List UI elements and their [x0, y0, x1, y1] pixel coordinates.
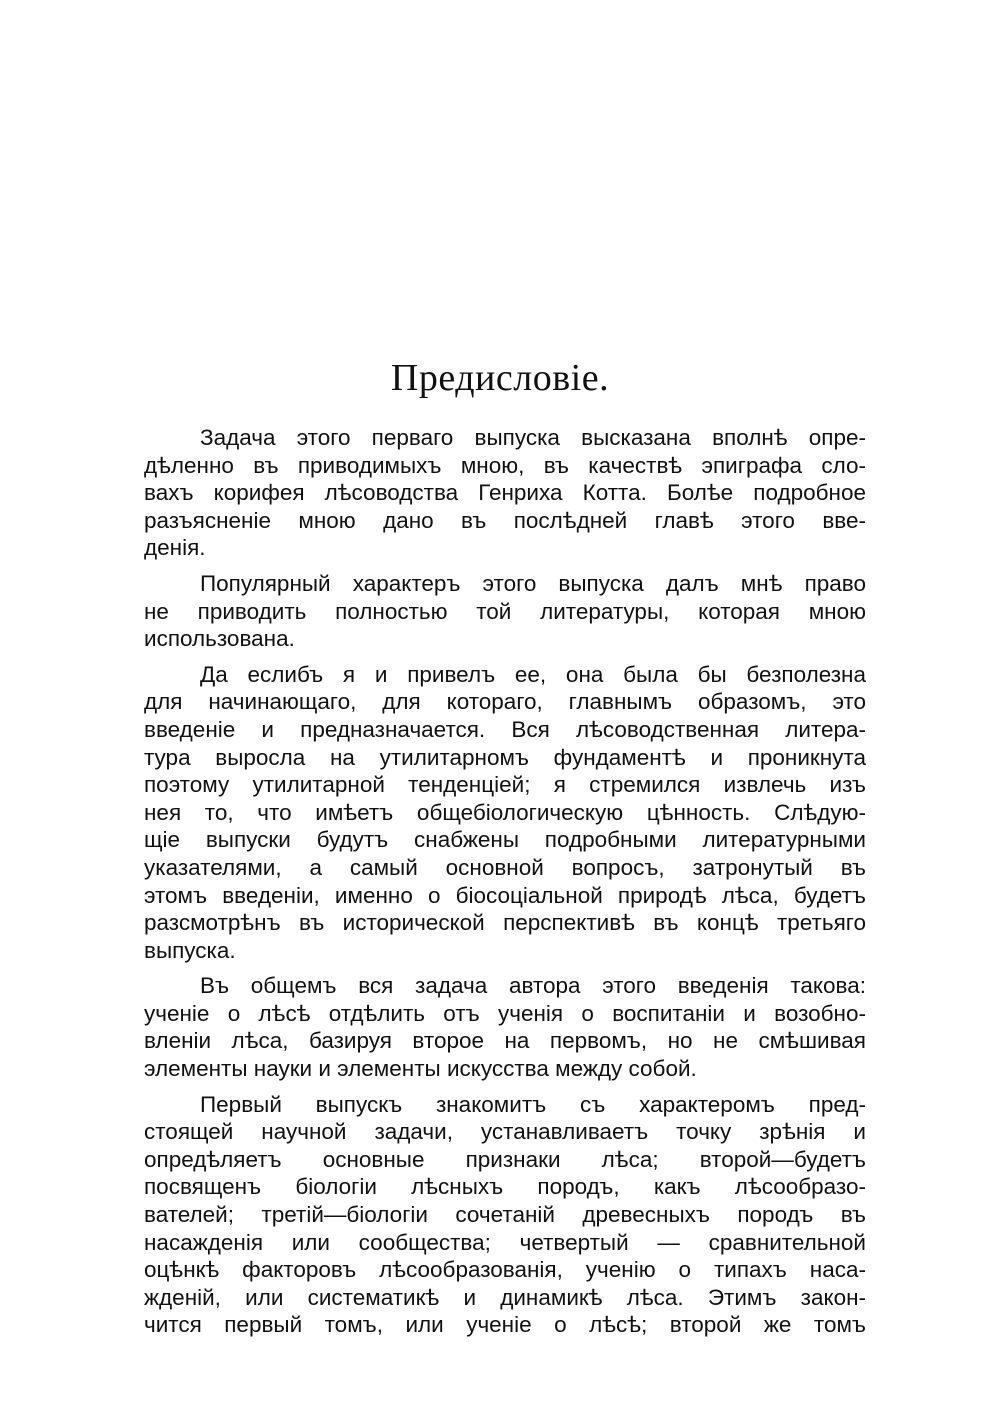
text-line: оцѣнкѣ факторовъ лѣсообразованія, ученію о типахъ наса-: [144, 1257, 866, 1283]
text-line: Въ общемъ вся задача автора этого введенія такова:: [200, 973, 866, 999]
text-line: вленіи лѣса, базируя второе на первомъ, но не смѣшивая: [144, 1028, 866, 1054]
text-line: щіе выпуски будутъ снабжены подробными литературными: [144, 827, 866, 853]
text-line: посвященъ біологіи лѣсныхъ породъ, какъ лѣсообразо-: [144, 1174, 866, 1200]
paragraph-3: [144, 661, 866, 965]
text-line: выпуска.: [144, 937, 236, 963]
text-line: этомъ введеніи, именно о біосоціальной природѣ лѣса, будетъ: [144, 882, 866, 908]
text-line: вателей; третій—біологіи сочетаній древесныхъ породъ въ: [144, 1202, 866, 1228]
text-line: введеніе и предназначается. Вся лѣсоводственная литера-: [144, 716, 866, 742]
text-line: Задача этого перваго выпуска высказана вполнѣ опре-: [200, 425, 866, 450]
text-line: поэтому утилитарной тенденціей; я стремился извлечь изъ: [144, 772, 866, 798]
text-line: Первый выпускъ знакомитъ съ характеромъ пред-: [200, 1091, 866, 1117]
text-line: элементы науки и элементы искусства между собой.: [144, 1056, 697, 1082]
text-line: ученіе о лѣсѣ отдѣлить отъ ученія о воспитаніи и возобно-: [144, 1000, 866, 1026]
text-line: дѣленно въ приводимыхъ мною, въ качествѣ эпиграфа сло-: [144, 452, 866, 478]
text-line: вахъ корифея лѣсоводства Генриха Котта. Болѣе подробное: [144, 480, 866, 506]
paragraph-4: [144, 972, 866, 1082]
text-line: разъясненіе мною дано въ послѣдней главѣ этого вве-: [144, 507, 866, 533]
text-line: разсмотрѣнъ въ исторической перспективѣ въ концѣ третьяго: [144, 910, 866, 936]
text-line: для начинающаго, для котораго, главнымъ образомъ, это: [144, 689, 866, 715]
text-line: опредѣляетъ основные признаки лѣса; второй—будетъ: [144, 1146, 866, 1172]
text-line: Популярный характеръ этого выпуска далъ мнѣ право: [200, 570, 866, 596]
text-line: использована.: [144, 626, 295, 652]
text-line: насажденія или сообщества; четвертый — сравнительной: [144, 1229, 866, 1255]
text-line: не приводить полностью той литературы, которая мною: [144, 598, 866, 624]
paragraph-1: [144, 424, 866, 562]
text-line: денія.: [144, 535, 206, 561]
text-line: тура выросла на утилитарномъ фундаментѣ и проникнута: [144, 744, 866, 770]
page-title: Предисловіе.: [390, 357, 610, 399]
text-line: чится первый томъ, или ученіе о лѣсѣ; второй же томъ: [144, 1312, 866, 1338]
text-line: стоящей научной задачи, устанавливаетъ точку зрѣнія и: [144, 1119, 866, 1145]
text-line: Да еслибъ я и привелъ ее, она была бы безполезна: [200, 661, 866, 687]
text-line: жденій, или систематикѣ и динамикѣ лѣса. Этимъ закон-: [144, 1284, 866, 1310]
paragraph-2: [144, 570, 866, 653]
text-line: указателями, а самый основной вопросъ, затронутый въ: [144, 854, 866, 880]
text-line: нея то, что имѣетъ общебіологическую цѣнность. Слѣдую-: [144, 799, 866, 825]
preface-body: [144, 424, 866, 1347]
paragraph-5: [144, 1091, 866, 1339]
